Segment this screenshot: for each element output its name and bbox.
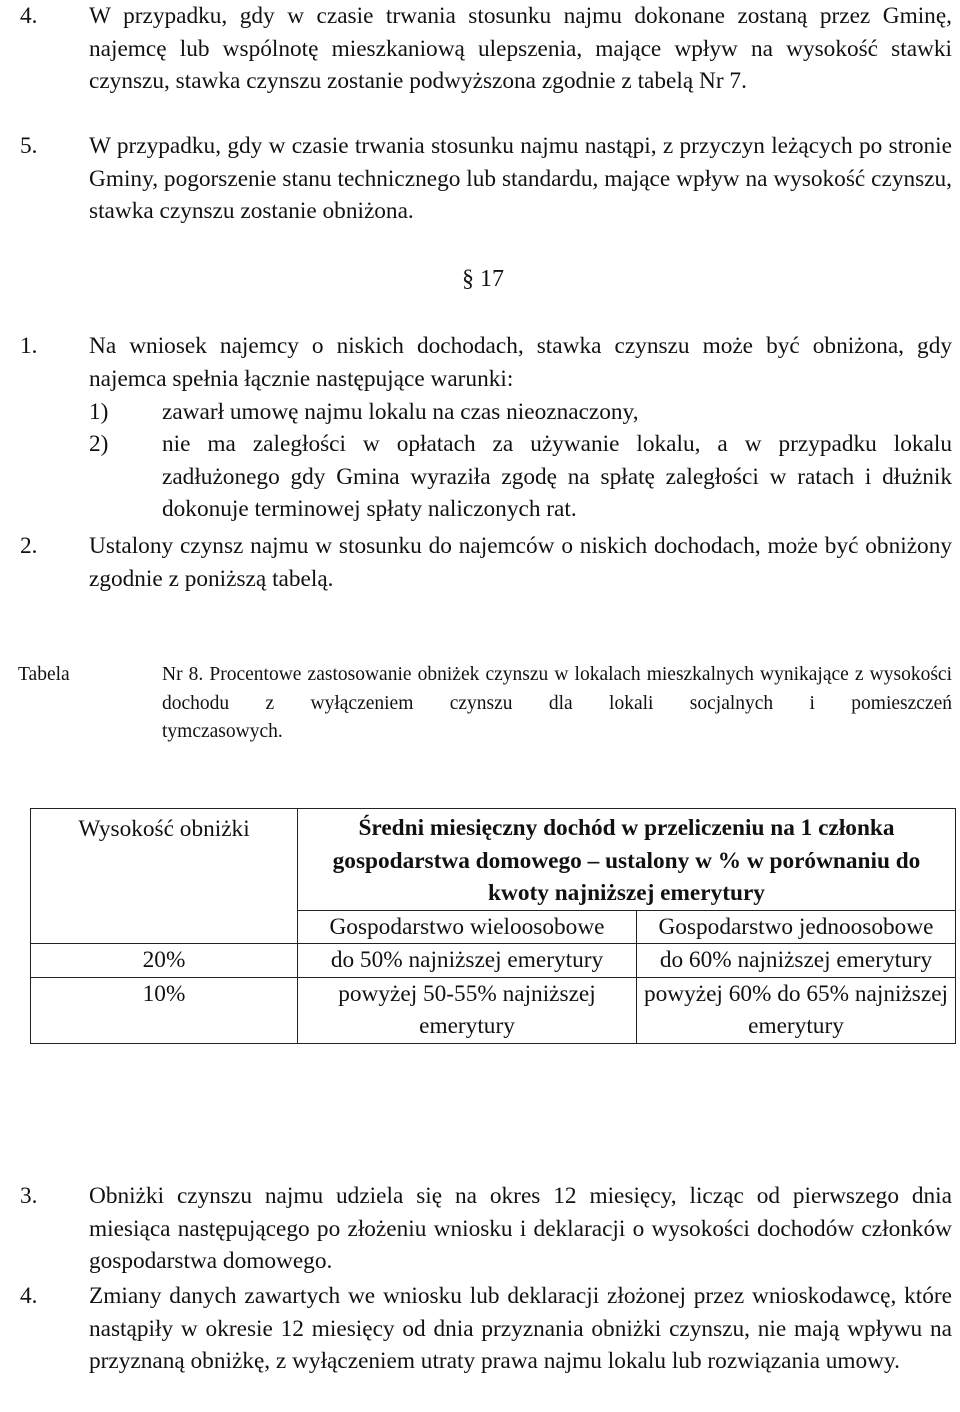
section-sign: § (462, 266, 474, 292)
paragraph-text: Zmiany danych zawartych we wniosku lub deklaracji złożonej przez wnioskodawcę, które nastąpiły w okresie 12 miesięcy od dnia przyznania obniżki czynszu, nie mają wpływu na przyznaną obniżkę, z wyłączeniem utraty prawa najmu lokalu lub rozwiązania umowy. (89, 1283, 952, 1374)
condition-2 (89, 428, 952, 526)
cell-reduction: 10% (31, 977, 298, 1043)
table-caption (18, 661, 952, 747)
table-caption-last-line: tymczasowych. (162, 721, 283, 742)
subheader-multi (298, 910, 637, 944)
table-header-row (31, 809, 956, 911)
paragraph-4 (20, 0, 952, 98)
condition-text: nie ma zaległości w opłatach za używanie lokalu, a w przypadku lokalu zadłużonego gdy Gmina wyraziła zgodę na spłatę zaległości w ratach i dłużnik dokonuje terminowej spłaty naliczonych rat. (162, 431, 952, 522)
paragraph-number: 5. (20, 133, 38, 159)
table-caption-body: Nr 8. Procentowe zastosowanie obniżek czynszu w lokalach mieszkalnych wynikające z wysokości dochodu z wyłączeniem czynszu dla lokali socjalnych i pomieszczeń (162, 664, 952, 714)
paragraph-number: 3. (20, 1183, 38, 1209)
header-reduction-label: Wysokość obniżki (78, 816, 250, 842)
cell-multi: do 50% najniższej emerytury (298, 944, 637, 978)
paragraph-number: 4. (20, 1283, 38, 1309)
table-row (31, 944, 956, 978)
paragraph-text: Obniżki czynszu najmu udziela się na okres 12 miesięcy, licząc od pierwszego dnia miesiąca następującego po złożeniu wniosku i deklaracji o wysokości dochodów członków gospodarstwa domowego. (89, 1183, 952, 1274)
condition-number: 1) (89, 399, 109, 425)
cell-single: powyżej 60% do 65% najniższej emerytury (637, 977, 956, 1043)
income-reduction-table (30, 808, 956, 1044)
condition-text: zawarł umowę najmu lokalu na czas nieoznaczony, (162, 399, 639, 425)
paragraph-text: Ustalony czynsz najmu w stosunku do najemców o niskich dochodach, może być obniżony zgodnie z poniższą tabelą. (89, 533, 952, 592)
condition-1 (89, 396, 952, 429)
paragraph-text: Na wniosek najemcy o niskich dochodach, stawka czynszu może być obniżona, gdy najemca spełnia łącznie następujące warunki: (89, 333, 952, 392)
subheader-single (637, 910, 956, 944)
paragraph-text: W przypadku, gdy w czasie trwania stosunku najmu dokonane zostaną przez Gminę, najemcę lub wspólnotę mieszkaniową ulepszenia, mające wpływ na wysokość stawki czynszu, stawka czynszu zostanie podwyższona zgodnie z tabelą Nr 7. (89, 3, 952, 94)
paragraph-5 (20, 130, 952, 228)
table-caption-text (162, 661, 952, 747)
table-row (31, 977, 956, 1043)
cell-single: do 60% najniższej emerytury (637, 944, 956, 978)
paragraph-4b (20, 1280, 952, 1378)
paragraph-number: 2. (20, 533, 38, 559)
paragraph-text: W przypadku, gdy w czasie trwania stosunku najmu nastąpi, z przyczyn leżących po stronie Gminy, pogorszenie stanu technicznego lub standardu, mające wpływ na wysokość czynszu, stawka czynszu zostanie obniżona. (89, 133, 952, 224)
subheader-single-label: Gospodarstwo jednoosobowe (658, 913, 934, 940)
paragraph-number: 1. (20, 333, 38, 359)
paragraph-2 (20, 530, 952, 595)
paragraph-1 (20, 330, 952, 395)
table-caption-label: Tabela (18, 664, 70, 685)
header-reduction (31, 809, 298, 944)
section-number: 17 (480, 266, 504, 292)
subheader-multi-label: Gospodarstwo wieloosobowe (329, 913, 605, 940)
header-income-label: Średni miesięczny dochód w przeliczeniu na 1 członka gospodarstwa domowego – ustalony w % w porównaniu do kwoty najniższej emerytury (332, 815, 921, 906)
section-heading (462, 262, 504, 296)
header-income (298, 809, 956, 911)
cell-reduction: 20% (31, 944, 298, 978)
paragraph-number: 4. (20, 3, 38, 29)
condition-number: 2) (89, 431, 109, 457)
cell-multi: powyżej 50-55% najniższej emerytury (298, 977, 637, 1043)
paragraph-3 (20, 1180, 952, 1278)
